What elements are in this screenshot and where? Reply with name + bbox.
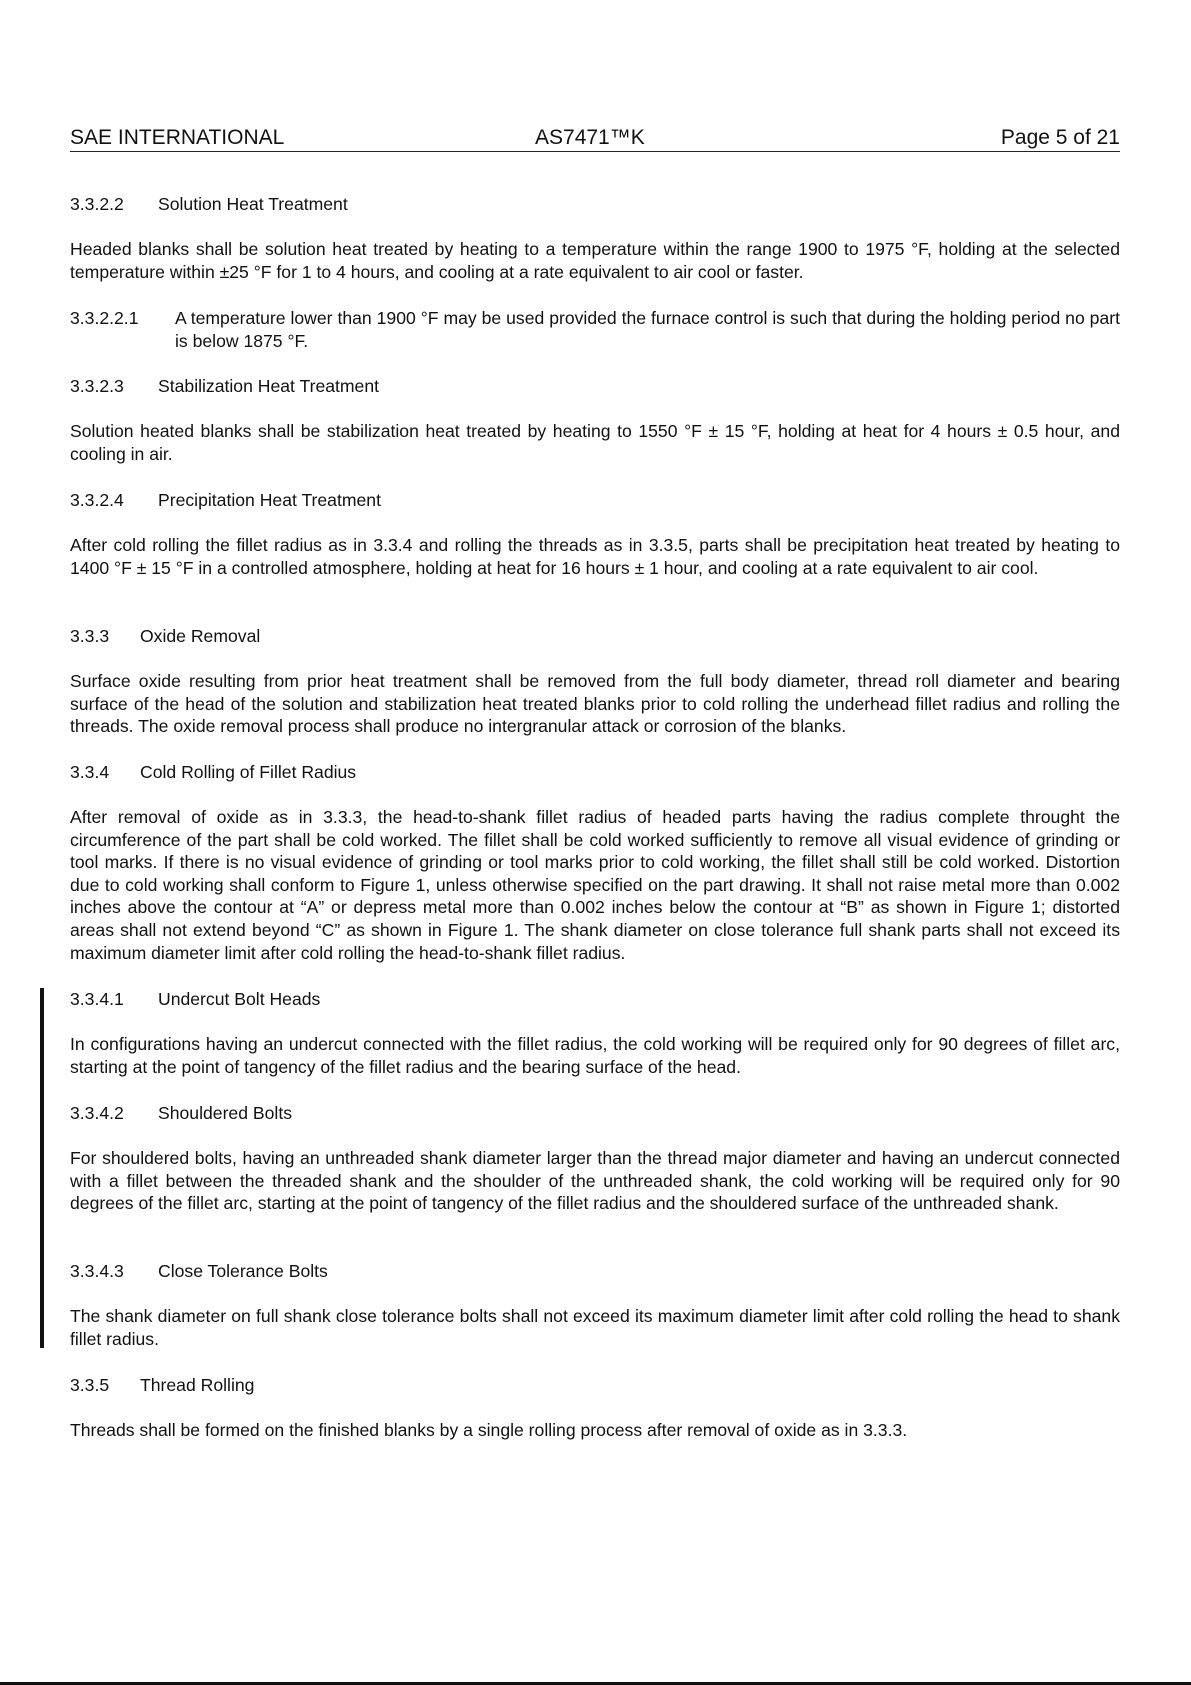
section-title: Shouldered Bolts xyxy=(158,1103,292,1123)
section-title: Thread Rolling xyxy=(140,1375,255,1395)
section-number: 3.3.2.4 xyxy=(70,490,124,510)
document-number: AS7471™K xyxy=(535,126,645,149)
section-title: Oxide Removal xyxy=(140,626,261,646)
section-number: 3.3.2.2 xyxy=(70,194,124,214)
section-title: Precipitation Heat Treatment xyxy=(158,490,381,510)
paragraph-3-3-4: After removal of oxide as in 3.3.3, the head-to-shank fillet radius of headed parts having the radius complete throught the circumference of the part shall be cold worked. The fillet shall be cold worked sufficiently to remove all visual evidence of grinding or tool marks. If there is no visual evidence of grinding or tool marks prior to cold working, the fillet shall still be cold worked. Distortion due to cold working shall conform to Figure 1, unless otherwise specified on the part drawing. It shall not raise metal more than 0.002 inches above the contour at “A” or depress metal more than 0.002 inches below the contour at “B” as shown in Figure 1; distorted areas shall not extend beyond “C” as shown in Figure 1. The shank diameter on close tolerance full shank parts shall not exceed its maximum diameter limit after cold rolling the head-to-shank fillet radius. xyxy=(70,807,1120,963)
revision-change-bar xyxy=(40,988,44,1348)
section-number: 3.3.4.3 xyxy=(70,1261,124,1281)
page-number: Page 5 of 21 xyxy=(1000,126,1120,149)
publisher-name: SAE INTERNATIONAL xyxy=(70,126,285,149)
paragraph-3-3-2-4: After cold rolling the fillet radius as in 3.3.4 and rolling the threads as in 3.3.5, parts shall be precipitation heat treated by heating to 1400 °F ± 15 °F in a controlled atmosphere, holding at heat for 16 hours ± 1 hour, and cooling at a rate equivalent to air cool. xyxy=(70,535,1120,578)
section-heading-3-3-4 xyxy=(70,761,356,784)
paragraph-3-3-3: Surface oxide resulting from prior heat treatment shall be removed from the full body diameter, thread roll diameter and bearing surface of the head of the solution and stabilization heat treated blanks prior to cold rolling the underhead fillet radius and rolling the threads. The oxide removal process shall produce no intergranular attack or corrosion of the blanks. xyxy=(70,671,1120,737)
section-heading-3-3-2-2 xyxy=(70,193,348,216)
page-header xyxy=(70,125,1120,152)
section-number: 3.3.2.3 xyxy=(70,376,124,396)
section-heading-3-3-2-3 xyxy=(70,375,379,398)
paragraph-3-3-4-3: The shank diameter on full shank close tolerance bolts shall not exceed its maximum diameter limit after cold rolling the head to shank fillet radius. xyxy=(70,1306,1120,1349)
section-heading-3-3-5 xyxy=(70,1374,254,1397)
paragraph-3-3-4-2: For shouldered bolts, having an unthreaded shank diameter larger than the thread major diameter and having an undercut connected with a fillet between the threaded shank and the shoulder of the unthreaded shank, the cold working will be required only for 90 degrees of the fillet arc, starting at the point of tangency of the fillet radius and the shouldered surface of the unthreaded shank. xyxy=(70,1148,1120,1214)
section-title: Stabilization Heat Treatment xyxy=(158,376,380,396)
section-number: 3.3.2.2.1 xyxy=(70,308,139,328)
subparagraph-text: A temperature lower than 1900 °F may be used provided the furnace control is such that during the holding period no part is below 1875 °F. xyxy=(175,308,1120,351)
section-number: 3.3.4.1 xyxy=(70,989,124,1009)
section-title: Close Tolerance Bolts xyxy=(158,1261,328,1281)
section-title: Solution Heat Treatment xyxy=(158,194,348,214)
paragraph-3-3-2-3: Solution heated blanks shall be stabilization heat treated by heating to 1550 °F ± 15 °F, holding at heat for 4 hours ± 0.5 hour, and cooling in air. xyxy=(70,421,1120,464)
section-number: 3.3.3 xyxy=(70,626,110,646)
paragraph-3-3-4-1: In configurations having an undercut connected with the fillet radius, the cold working will be required only for 90 degrees of fillet arc, starting at the point of tangency of the fillet radius and the bearing surface of the head. xyxy=(70,1034,1120,1077)
section-title: Cold Rolling of Fillet Radius xyxy=(140,762,357,782)
section-number: 3.3.5 xyxy=(70,1375,110,1395)
section-heading-3-3-4-1 xyxy=(70,988,320,1011)
paragraph-3-3-5: Threads shall be formed on the finished blanks by a single rolling process after removal of oxide as in 3.3.3. xyxy=(70,1420,908,1440)
section-heading-3-3-4-2 xyxy=(70,1102,292,1125)
section-number: 3.3.4.2 xyxy=(70,1103,124,1123)
section-heading-3-3-3 xyxy=(70,625,260,648)
section-number: 3.3.4 xyxy=(70,762,110,782)
section-heading-3-3-2-4 xyxy=(70,489,381,512)
section-title: Undercut Bolt Heads xyxy=(158,989,321,1009)
section-heading-3-3-4-3 xyxy=(70,1260,328,1283)
paragraph-3-3-2-2: Headed blanks shall be solution heat treated by heating to a temperature within the range 1900 to 1975 °F, holding at the selected temperature within ±25 °F for 1 to 4 hours, and cooling at a rate equivalent to air cool or faster. xyxy=(70,239,1120,282)
